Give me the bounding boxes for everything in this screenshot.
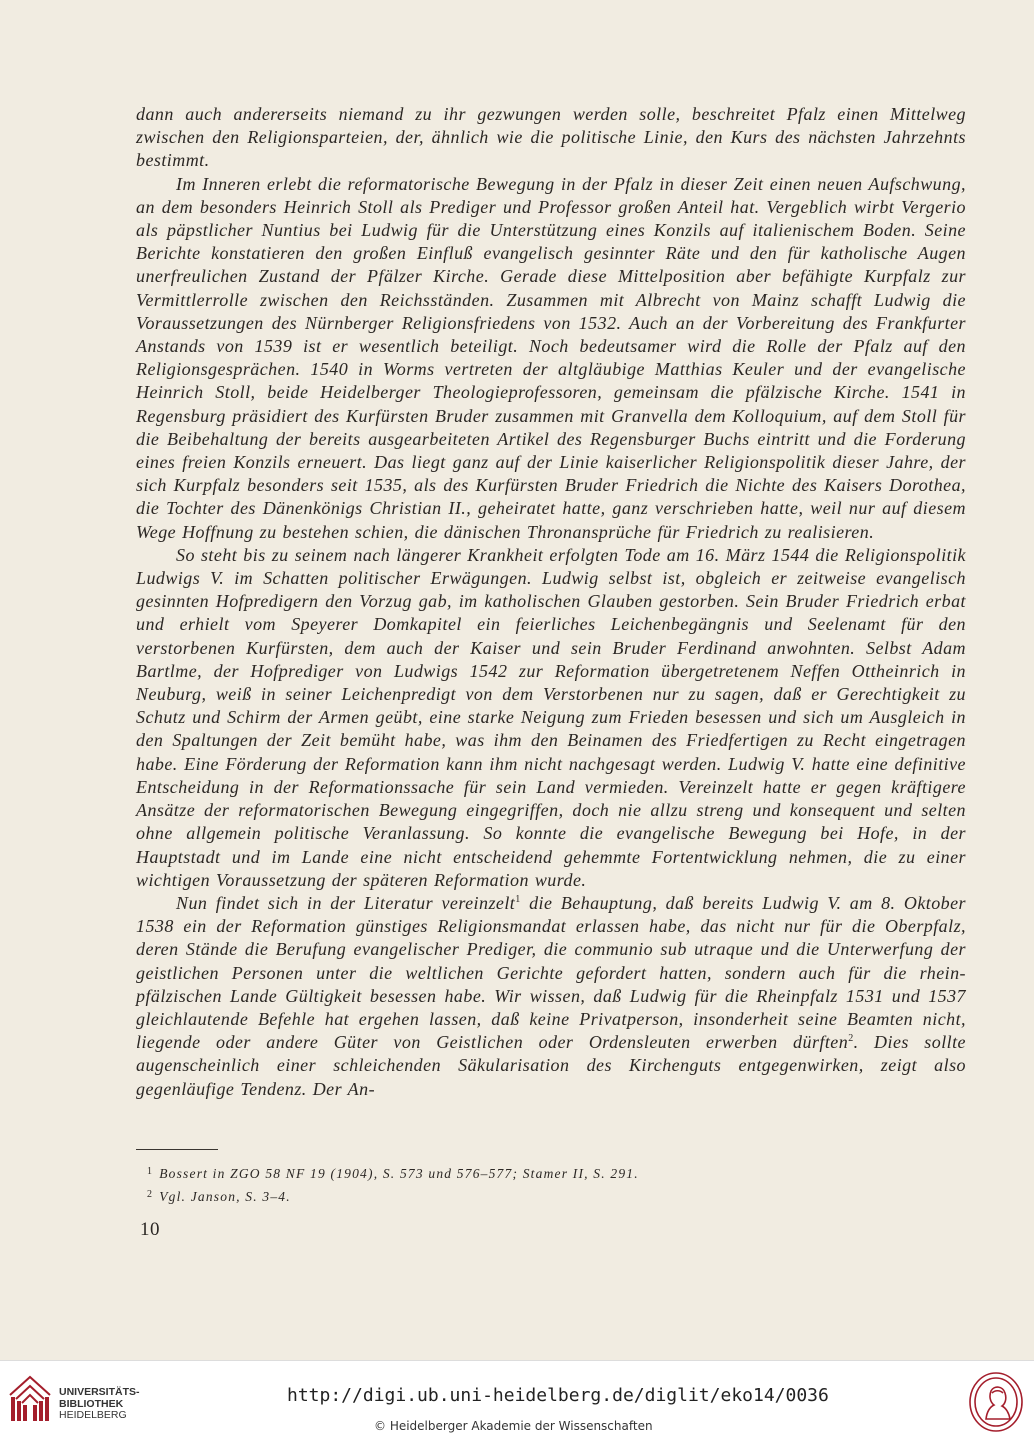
paragraph-2: Im Inneren erlebt die reformatorische Bewegung in der Pfalz in dieser Zeit einen neuen Aufschwung, an dem besonders Heinrich Stoll als Prediger und Professor großen Anteil hat. Vergeblich wirbt Vergerio als päpstlicher Nuntius bei Ludwig für die Unterstützung eines Konzils auf italienischem Boden. Seine Berichte konstatieren den großen Einfluß evangelisch gesinnter Räte und den für katholische Augen unerfreulichen Zustand der Pfälzer Kirche. Gerade diese Mittelposition aber befähigte Kurpfalz zur Vermittlerrolle zwischen den Reichsständen. Zusammen mit Albrecht von Mainz schafft Ludwig die Voraussetzungen des Nürnberger Religionsfriedens von 1532. Auch an der Vorbereitung des Frankfurter Anstands von 1539 ist er wesentlich beteiligt. Noch bedeutsamer wird die Rolle der Pfalz auf den Religionsgesprächen. 1540 in Worms vertreten der altgläubige Matthias Keuler und der evangelische Heinrich Stoll, beide Heidelberger Theologieprofessoren, gemeinsam die pfälzische Kirche. 1541 in Regensburg präsidiert des Kurfürsten Bruder zusammen mit Granvella dem Kolloquium, auf dem Stoll für die Beibehaltung der bereits ausgearbeiteten Artikel des Regensburger Buchs eintritt und die Forderung eines freien Konzils erneuert. Das liegt ganz auf der Linie kaiserlicher Religionspolitik dieser Jahre, der sich Kurpfalz besonders seit 1535, als des Kurfürsten Bruder Friedrich die Nichte des Kaisers Dorothea, die Tochter des Dänenkönigs Christian II., geheiratet hatte, ganz verschrieben hatte, weil nur auf diesem Wege Hoffnung zu bestehen schien, die dänischen Thronansprüche für Friedrich zu realisieren. bbox=[136, 173, 966, 542]
paragraph-4-part-2: die Behauptung, daß bereits Ludwig V. am 8. Oktober 1538 ein der Reformation günstiges Religionsmandat erlassen habe, das nicht nur für die Oberpfalz, deren Stände die Berufung evangelischer Prediger, die communio sub utraque und die Unterwerfung der geistlichen Personen unter die weltlichen Gerichte gefordert hatten, sondern auch für die rhein-pfälzischen Lande Gültigkeit besessen habe. Wir wissen, daß Ludwig für die Rheinpfalz 1531 und 1537 gleichlautende Befehle hat ergehen lassen, daß keine Privatperson, insonderheit seine Beamten nicht, liegende oder andere Güter von Geistlichen oder Ordensleuten erwerben dürften bbox=[136, 892, 967, 1053]
footnote-ref-1[interactable]: 1 bbox=[515, 893, 521, 905]
footnote-text: Vgl. Janson, S. 3–4. bbox=[159, 1189, 291, 1204]
logo-line: BIBLIOTHEK bbox=[59, 1397, 124, 1410]
body-text bbox=[136, 103, 966, 1101]
page-number: 10 bbox=[140, 1219, 160, 1240]
footnotes bbox=[147, 1161, 967, 1207]
footnote-number: 1 bbox=[147, 1166, 154, 1177]
paragraph-1: dann auch andererseits niemand zu ihr gezwungen werden solle, beschreitet Pfalz einen Mittelweg zwischen den Religionsparteien, der, ähnlich wie die politische Linie, den Kurs des nächsten Jahrzehnts bestimmt. bbox=[136, 104, 966, 171]
footnote-text: Bossert in ZGO 58 NF 19 (1904), S. 573 und 576–577; Stamer II, S. 291. bbox=[159, 1166, 639, 1181]
footer-bar bbox=[0, 1360, 1034, 1444]
academy-seal-icon bbox=[968, 1371, 1024, 1433]
footnote-number: 2 bbox=[147, 1189, 154, 1200]
library-building-icon bbox=[8, 1373, 52, 1425]
paragraph-4-part-1: Nun findet sich in der Literatur vereinzelt bbox=[176, 892, 516, 913]
copyright-notice: © Heidelberger Akademie der Wissenschaften bbox=[374, 1419, 653, 1433]
logo-line: UNIVERSITÄTS- bbox=[59, 1386, 140, 1398]
university-library-logo[interactable] bbox=[8, 1373, 153, 1433]
paragraph-4-part-3: . Dies sollte augenscheinlich einer schleichenden Säkularisation des Kirchenguts entgegenwirken, zeigt also gegenläufige Tendenz. Der An- bbox=[136, 1032, 966, 1099]
paragraph-3: So steht bis zu seinem nach längerer Krankheit erfolgten Tode am 16. März 1544 die Religionspolitik Ludwigs V. im Schatten politischer Erwägungen. Ludwig selbst ist, obgleich er zeitweise evangelisch gesinnten Hofpredigern den Vorzug gab, im katholischen Glauben gestorben. Sein Bruder Friedrich erbat und erhielt vom Speyerer Domkapitel ein feierliches Leichenbegängnis und Seelenamt für den verstorbenen Kurfürsten, dem auch der Kaiser und sein Bruder Ferdinand anwohnten. Selbst Adam Bartlme, der Hofprediger von Ludwigs 1542 zur Reformation übergetretenem Neffen Ottheinrich in Neuburg, weiß in seiner Leichenpredigt von dem Verstorbenen nur zu sagen, daß er Gerechtigkeit zu Schutz und Schirm der Armen geübt, eine starke Neigung zum Frieden besessen und sich um Ausgleich in den Spaltungen der Zeit bemüht habe, was ihm den Beinamen des Friedfertigen zu Recht eingetragen habe. Eine Förderung der Reformation kann ihm nicht nachgesagt werden. Ludwig V. hatte eine definitive Entscheidung in der Reformationssache für sein Land vermieden. Vereinzelt hatte er gegen kräftigere Ansätze der reformatorischen Bewegung eingegriffen, doch nie allzu streng und konsequent und selten ohne allgemein politische Veranlassung. So konnte die evangelische Bewegung bei Hofe, in der Hauptstadt und im Lande eine nicht entscheidend gehemmte Fortentwicklung nehmen, die zu einer wichtigen Voraussetzung der späteren Reformation wurde. bbox=[136, 544, 966, 890]
permalink-url[interactable]: http://digi.ub.uni-heidelberg.de/diglit/eko14/0036 bbox=[287, 1385, 829, 1406]
footnote-1 bbox=[147, 1161, 967, 1184]
footnote-ref-2[interactable]: 2 bbox=[848, 1033, 854, 1045]
footnote-2 bbox=[147, 1184, 967, 1207]
paragraph-4 bbox=[136, 892, 966, 1101]
logo-wordmark bbox=[59, 1387, 140, 1422]
logo-line: HEIDELBERG bbox=[59, 1409, 127, 1421]
footnote-divider bbox=[136, 1149, 218, 1150]
